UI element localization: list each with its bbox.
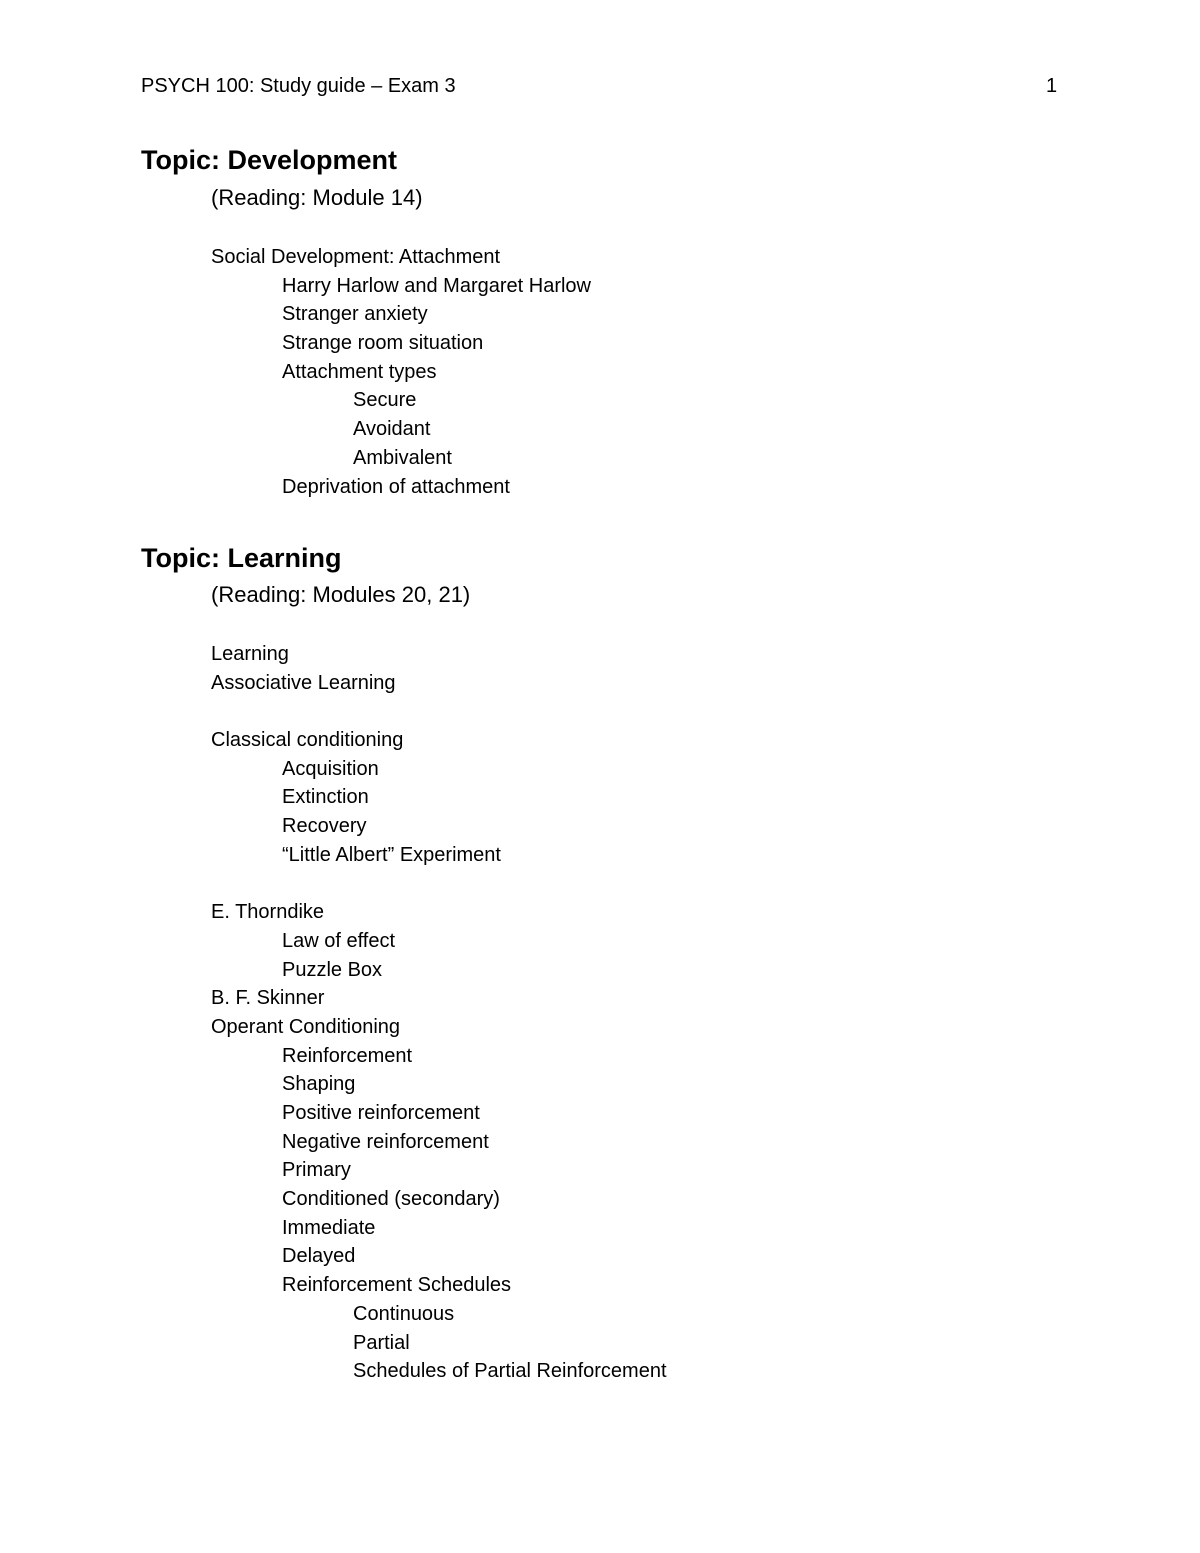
- topic-heading-learning: Topic: Learning: [141, 543, 342, 573]
- outline-item: Conditioned (secondary): [282, 1188, 500, 1211]
- outline-item: Positive reinforcement: [282, 1102, 480, 1124]
- reading-note-learning: (Reading: Modules 20, 21): [211, 582, 471, 607]
- topic-heading-development: Topic: Development: [141, 145, 398, 175]
- reading-note-development: (Reading: Module 14): [211, 185, 423, 210]
- outline-item: Harry Harlow and Margaret Harlow: [282, 274, 591, 297]
- outline-item: Schedules of Partial Reinforcement: [353, 1360, 667, 1383]
- outline-item: Deprivation of attachment: [282, 475, 510, 498]
- header-title: PSYCH 100: Study guide – Exam 3: [141, 75, 456, 97]
- outline-item: Immediate: [282, 1216, 376, 1239]
- outline-item: Attachment types: [282, 360, 437, 383]
- outline-item: Law of effect: [282, 929, 396, 952]
- outline-item: Reinforcement Schedules: [282, 1274, 512, 1297]
- outline-item: Associative Learning: [211, 671, 396, 694]
- outline-item: B. F. Skinner: [211, 987, 325, 1010]
- outline-item: Puzzle Box: [282, 958, 383, 981]
- outline-item: Shaping: [282, 1073, 356, 1096]
- outline-item: Acquisition: [282, 757, 379, 780]
- list-spacer: [211, 697, 667, 726]
- outline-item: Classical conditioning: [211, 729, 404, 752]
- outline-item: Recovery: [282, 815, 367, 838]
- outline-item: “Little Albert” Experiment: [282, 843, 501, 866]
- outline-item: Ambivalent: [353, 446, 452, 469]
- page-number: 1: [1046, 75, 1058, 97]
- outline-item: Avoidant: [353, 418, 431, 441]
- outline-item: Partial: [353, 1331, 410, 1354]
- outline-item: Continuous: [353, 1302, 455, 1325]
- outline-item: Extinction: [282, 786, 369, 809]
- outline-item: Social Development: Attachment: [211, 246, 501, 268]
- outline-item: Stranger anxiety: [282, 303, 428, 326]
- outline-item: Reinforcement: [282, 1044, 413, 1067]
- outline-item: Negative reinforcement: [282, 1130, 489, 1153]
- outline-list-learning: [211, 640, 667, 1386]
- outline-item: Operant Conditioning: [211, 1015, 401, 1038]
- outline-item: Delayed: [282, 1245, 356, 1268]
- outline-list-development: [211, 243, 591, 501]
- outline-item: Secure: [353, 389, 417, 412]
- outline-item: E. Thorndike: [211, 901, 325, 924]
- outline-item: Primary: [282, 1159, 351, 1182]
- outline-item: Strange room situation: [282, 332, 484, 355]
- list-spacer: [211, 870, 667, 899]
- outline-item: Learning: [211, 643, 289, 665]
